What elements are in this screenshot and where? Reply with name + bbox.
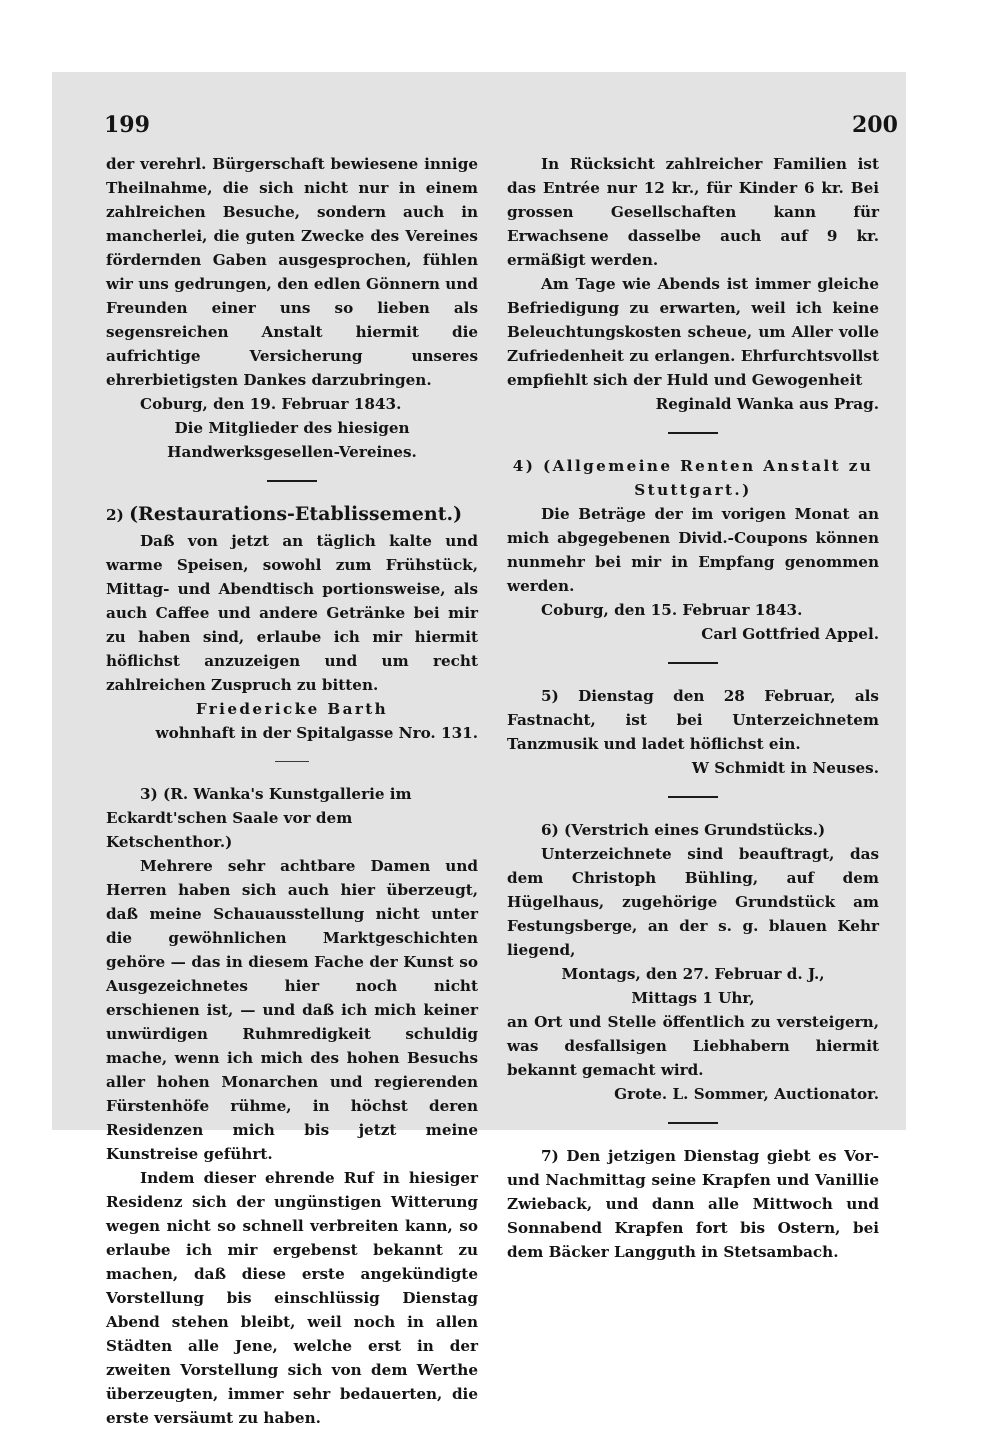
ad3-heading: 3) (R. Wanka's Kunstgallerie im Eckardt'schen Saale vor dem Ketschenthor.)	[106, 785, 412, 851]
ad7-body: 7) Den jetzigen Dienstag giebt es Vor- und Nachmittag seine Krapfen und Vanillie Zwieback, und dann alle Mittwoch und Sonnabend Krapfen fort bis Ostern, bei dem Bäcker Langguth in Stetsambach.	[507, 1147, 879, 1261]
separator-rule	[267, 480, 317, 482]
left-signature: Die Mitglieder des hiesigen Handwerksgesellen-Vereines.	[167, 419, 417, 461]
right-entry-paragraph: In Rücksicht zahlreicher Familien ist das Entrée nur 12 kr., für Kinder 6 kr. Bei grossen Gesellschaften kann für Erwachsene dasselbe auch auf 9 kr. ermäßigt werden.	[507, 155, 879, 269]
left-intro-paragraph: der verehrl. Bürgerschaft bewiesene innige Theilnahme, die sich nicht nur in einem zahlreichen Besuche, sondern auch in mancherlei, die guten Zwecke des Vereines fördernden Gaben ausgesprochen, fühlen wir uns gedrungen, den edlen Gönnern und Freunden einer uns so lieben als segensreichen Anstalt hiermit die aufrichtige Versicherung unseres ehrerbietigsten Dankes darzubringen.	[106, 155, 478, 389]
right-page-number: 200	[852, 112, 898, 138]
ad4-date: Coburg, den 15. Februar 1843.	[541, 601, 803, 619]
ad2-address: wohnhaft in der Spitalgasse Nro. 131.	[155, 724, 478, 742]
ad2-body: Daß von jetzt an täglich kalte und warme Speisen, sowohl zum Frühstück, Mittag- und Abendtisch portionsweise, als auch Caffee und andere Getränke bei mir zu haben sind, erlaube ich mir hiermit höflichst anzuzeigen und um recht zahlreichen Zuspruch zu bitten.	[106, 532, 478, 694]
right-column	[507, 152, 879, 1264]
ad6-heading: 6) (Verstrich eines Grundstücks.)	[541, 821, 826, 839]
ad6-time: Mittags 1 Uhr,	[631, 989, 755, 1007]
ad5-body: 5) Dienstag den 28 Februar, als Fastnacht, ist bei Unterzeichnetem Tanzmusik und ladet höflichst ein.	[507, 687, 879, 753]
ad2-number: 2)	[106, 506, 124, 524]
ad6-signature: Grote. L. Sommer, Auctionator.	[614, 1085, 879, 1103]
ad2-title: (Restaurations-Etablissement.)	[129, 503, 463, 525]
ad6-body-continued: an Ort und Stelle öffentlich zu versteigern, was desfallsigen Liebhabern hiermit bekannt gemacht wird.	[507, 1013, 879, 1079]
separator-rule	[668, 662, 718, 664]
ad6-body: Unterzeichnete sind beauftragt, das dem Christoph Bühling, auf dem Hügelhaus, zugehörige Grundstück am Festungsberge, an der s. g. blauen Kehr liegend,	[507, 845, 879, 959]
separator-rule	[668, 432, 718, 434]
separator-rule	[668, 796, 718, 798]
left-date: Coburg, den 19. Februar 1843.	[140, 395, 402, 413]
ad4-signature: Carl Gottfried Appel.	[701, 625, 879, 643]
left-page-number: 199	[104, 112, 150, 138]
ad4-heading: 4) (Allgemeine Renten Anstalt zu Stuttgart.)	[512, 457, 874, 499]
separator-rule	[668, 1122, 718, 1124]
ad2-name: Friedericke Barth	[195, 700, 389, 718]
ad4-body: Die Beträge der im vorigen Monat an mich abgegebenen Divid.-Coupons können nunmehr bei mir in Empfang genommen werden.	[507, 505, 879, 595]
ad3-paragraph-2: Indem dieser ehrende Ruf in hiesiger Residenz sich der ungünstigen Witterung wegen nicht so schnell verbreiten kann, so erlaube ich mir ergebenst bekannt zu machen, daß diese erste angekündigte Vorstellung bis einschlüssig Dienstag Abend stehen bleibt, weil noch in allen Städten alle Jene, welche erst in der zweiten Vorstellung sich von dem Werthe überzeugten, immer sehr bedauerten, die erste versäumt zu haben.	[106, 1169, 478, 1427]
right-satisfaction-paragraph: Am Tage wie Abends ist immer gleiche Befriedigung zu erwarten, weil ich keine Beleuchtungskosten scheue, um Aller volle Zufriedenheit zu erlangen. Ehrfurchtsvollst empfiehlt sich der Huld und Gewogenheit	[507, 275, 879, 389]
ad5-signature: W Schmidt in Neuses.	[691, 759, 879, 777]
ad2-heading	[106, 502, 478, 527]
ad3-paragraph-1: Mehrere sehr achtbare Damen und Herren haben sich auch hier überzeugt, daß meine Schauausstellung nicht unter die gewöhnlichen Marktgeschichten gehöre — das in diesem Fache der Kunst so Ausgezeichnetes hier noch nicht erschienen ist, — und daß ich mich keiner unwürdigen Ruhmredigkeit schuldig mache, wenn ich mich des hohen Besuchs aller hohen Monarchen und regierenden Fürstenhöfe rühme, in höchst deren Residenzen mich bis jetzt meine Kunstreise geführt.	[106, 857, 478, 1163]
left-column	[106, 152, 478, 1430]
right-signature: Reginald Wanka aus Prag.	[655, 395, 879, 413]
separator-rule	[275, 761, 309, 762]
ad6-date: Montags, den 27. Februar d. J.,	[561, 965, 825, 983]
